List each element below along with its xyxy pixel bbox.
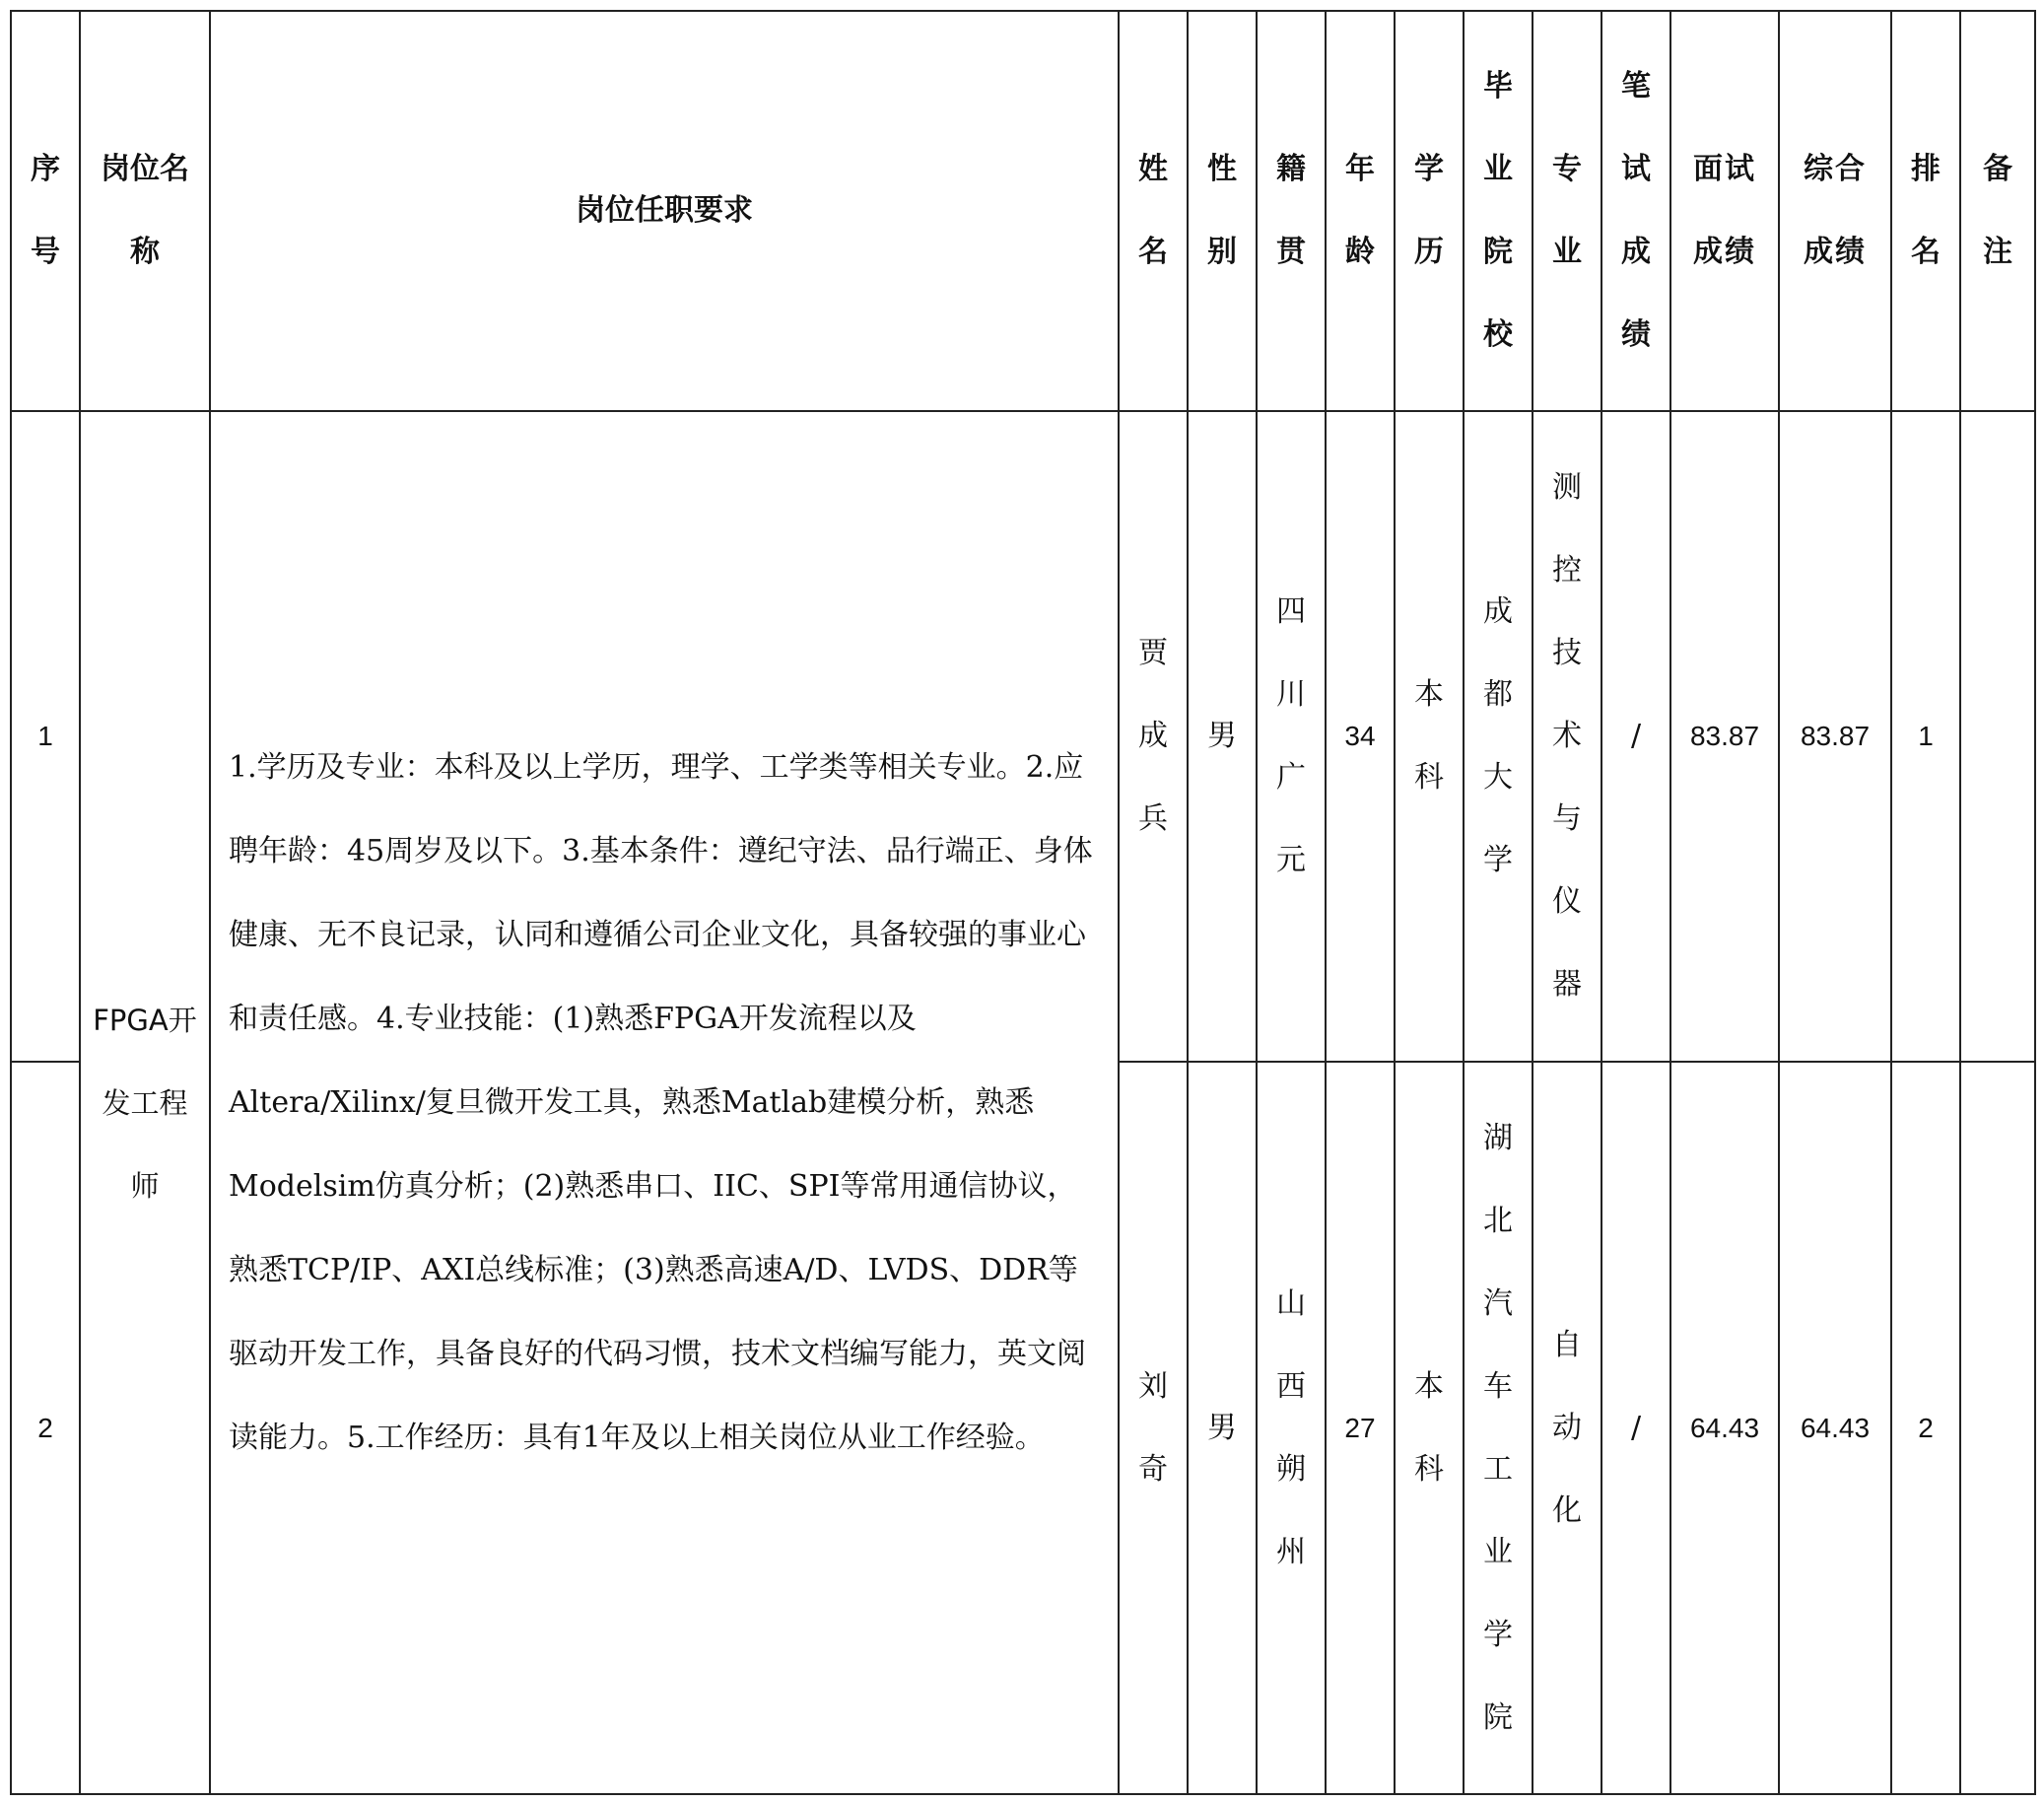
- header-total-score: 综合 成绩: [1779, 11, 1891, 411]
- position-name-cell: FPGA开 发工程 师: [80, 411, 210, 1794]
- header-major: 专 业: [1533, 11, 1601, 411]
- hometown-cell: 山 西 朔 州: [1257, 1062, 1326, 1794]
- written-score-cell: /: [1601, 1062, 1670, 1794]
- name-cell: 贾 成 兵: [1119, 411, 1188, 1062]
- education-cell: 本 科: [1395, 411, 1464, 1062]
- header-written-score: 笔 试 成 绩: [1601, 11, 1670, 411]
- age-cell: 27: [1326, 1062, 1395, 1794]
- school-cell: 成 都 大 学: [1464, 411, 1533, 1062]
- requirement-cell: [210, 411, 1119, 1794]
- education-cell: 本 科: [1395, 1062, 1464, 1794]
- requirement-text: 1.学历及专业：本科及以上学历，理学、工学类等相关专业。2.应聘年龄：45周岁及以下。3.基本条件：遵纪守法、品行端正、身体健康、无不良记录，认同和遵循公司企业文化，具备较强的事业心和责任感。4.专业技能：(1)熟悉FPGA开发流程以及Altera/Xilinx/复旦微开发工具，熟悉Matlab建模分析，熟悉Modelsim仿真分析；(2)熟悉串口、IIC、SPI等常用通信协议，熟悉TCP/IP、AXI总线标准；(3)熟悉高速A/D、LVDS、DDR等驱动开发工作，具备良好的代码习惯，技术文档编写能力，英文阅读能力。5.工作经历：具有1年及以上相关岗位从业工作经验。: [229, 750, 1093, 1455]
- header-school: 毕 业 院 校: [1464, 11, 1533, 411]
- header-gender: 性 别: [1188, 11, 1257, 411]
- school-cell: 湖 北 汽 车 工 业 学 院: [1464, 1062, 1533, 1794]
- major-cell: 测 控 技 术 与 仪 器: [1533, 411, 1601, 1062]
- seq-cell: 1: [11, 411, 80, 1062]
- rank-cell: 2: [1891, 1062, 1960, 1794]
- header-remark: 备 注: [1960, 11, 2035, 411]
- remark-cell: [1960, 1062, 2035, 1794]
- header-row: [11, 11, 2035, 411]
- header-hometown: 籍 贯: [1257, 11, 1326, 411]
- remark-cell: [1960, 411, 2035, 1062]
- header-seq: 序 号: [11, 11, 80, 411]
- header-education: 学 历: [1395, 11, 1464, 411]
- age-cell: 34: [1326, 411, 1395, 1062]
- interview-score-cell: 83.87: [1670, 411, 1779, 1062]
- header-position: 岗位名 称: [80, 11, 210, 411]
- interview-score-cell: 64.43: [1670, 1062, 1779, 1794]
- gender-cell: 男: [1188, 411, 1257, 1062]
- header-age: 年 龄: [1326, 11, 1395, 411]
- recruitment-results-table: [10, 10, 2036, 1795]
- total-score-cell: 83.87: [1779, 411, 1891, 1062]
- header-rank: 排 名: [1891, 11, 1960, 411]
- header-interview-score: 面试 成绩: [1670, 11, 1779, 411]
- gender-cell: 男: [1188, 1062, 1257, 1794]
- total-score-cell: 64.43: [1779, 1062, 1891, 1794]
- seq-cell: 2: [11, 1062, 80, 1794]
- rank-cell: 1: [1891, 411, 1960, 1062]
- header-requirement: 岗位任职要求: [210, 11, 1119, 411]
- major-cell: 自 动 化: [1533, 1062, 1601, 1794]
- written-score-cell: /: [1601, 411, 1670, 1062]
- name-cell: 刘 奇: [1119, 1062, 1188, 1794]
- table-row: [11, 411, 2035, 1062]
- hometown-cell: 四 川 广 元: [1257, 411, 1326, 1062]
- header-name: 姓 名: [1119, 11, 1188, 411]
